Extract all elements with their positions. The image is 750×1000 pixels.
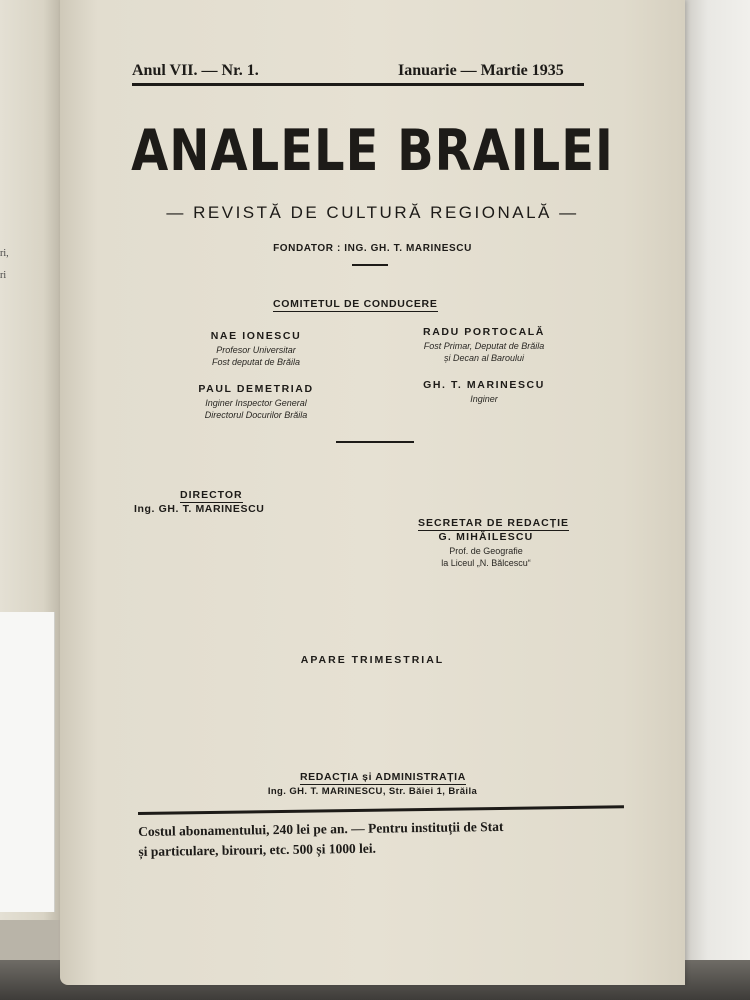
founder-divider: [352, 264, 388, 266]
white-paper-sheet: [0, 612, 55, 912]
left-page-fragment: ri,: [0, 248, 9, 259]
member-name: PAUL DEMETRIAD: [198, 383, 314, 395]
issue-date: Ianuarie — Martie 1935: [398, 62, 564, 79]
member-role: Fost Primar, Deputat de Brăila: [423, 341, 545, 351]
committee-member: [384, 326, 584, 364]
administration-address: Ing. GH. T. MARINESCU, Str. Băiei 1, Brăila: [267, 786, 478, 797]
magazine-cover-page: [60, 0, 685, 985]
member-role: Inginer: [470, 394, 498, 404]
left-page-fragment: ri: [0, 270, 7, 281]
subscription-line: și particulare, birouri, etc. 500 și 1000 lei.: [138, 840, 377, 859]
member-role: Inginer Inspector General: [205, 398, 307, 408]
header-rule: [132, 83, 584, 86]
secretary-label: SECRETAR DE REDACȚIE: [418, 517, 570, 529]
footer-rule: [138, 805, 624, 815]
publication-frequency: APARE TRIMESTRIAL: [300, 654, 445, 666]
committee-member: [156, 383, 356, 421]
background-right-surface: [680, 0, 750, 1000]
member-role: Directorul Docurilor Brăila: [204, 410, 308, 420]
member-name: RADU PORTOCALĂ: [423, 326, 545, 338]
administration-label: REDACȚIA și ADMINISTRAȚIA: [300, 771, 466, 783]
magazine-title: ANALELE BRAILEI: [131, 118, 614, 185]
secretary-name: G. MIHĂILESCU: [438, 531, 534, 543]
administration-section: [300, 767, 466, 785]
secretary-role: la Liceul „N. Bălcescu“: [441, 558, 531, 568]
secretary-details: [386, 531, 586, 569]
founder-line: FONDATOR : ING. GH. T. MARINESCU: [273, 243, 472, 254]
subscription-line: Costul abonamentului, 240 lei pe an. — Pentru instituții de Stat: [138, 818, 504, 839]
director-section: [180, 485, 243, 503]
director-label: DIRECTOR: [180, 489, 243, 501]
director-name: Ing. GH. T. MARINESCU: [134, 503, 265, 515]
magazine-subtitle: — REVISTĂ DE CULTURĂ REGIONALĂ —: [166, 203, 579, 222]
committee-heading: COMITETUL DE CONDUCERE: [273, 298, 438, 310]
issue-number: Anul VII. — Nr. 1.: [132, 62, 259, 79]
committee-member: [384, 379, 584, 405]
committee-member: [156, 330, 356, 368]
member-role: Profesor Universitar: [216, 345, 296, 355]
secretary-section: [418, 513, 569, 531]
member-role: Fost deputat de Brăila: [211, 357, 301, 367]
member-name: NAE IONESCU: [210, 330, 302, 342]
secretary-role: Prof. de Geografie: [449, 546, 523, 556]
member-role: și Decan al Baroului: [443, 353, 525, 363]
committee-divider: [336, 441, 414, 443]
member-name: GH. T. MARINESCU: [423, 379, 545, 391]
subscription-info: [138, 815, 659, 862]
